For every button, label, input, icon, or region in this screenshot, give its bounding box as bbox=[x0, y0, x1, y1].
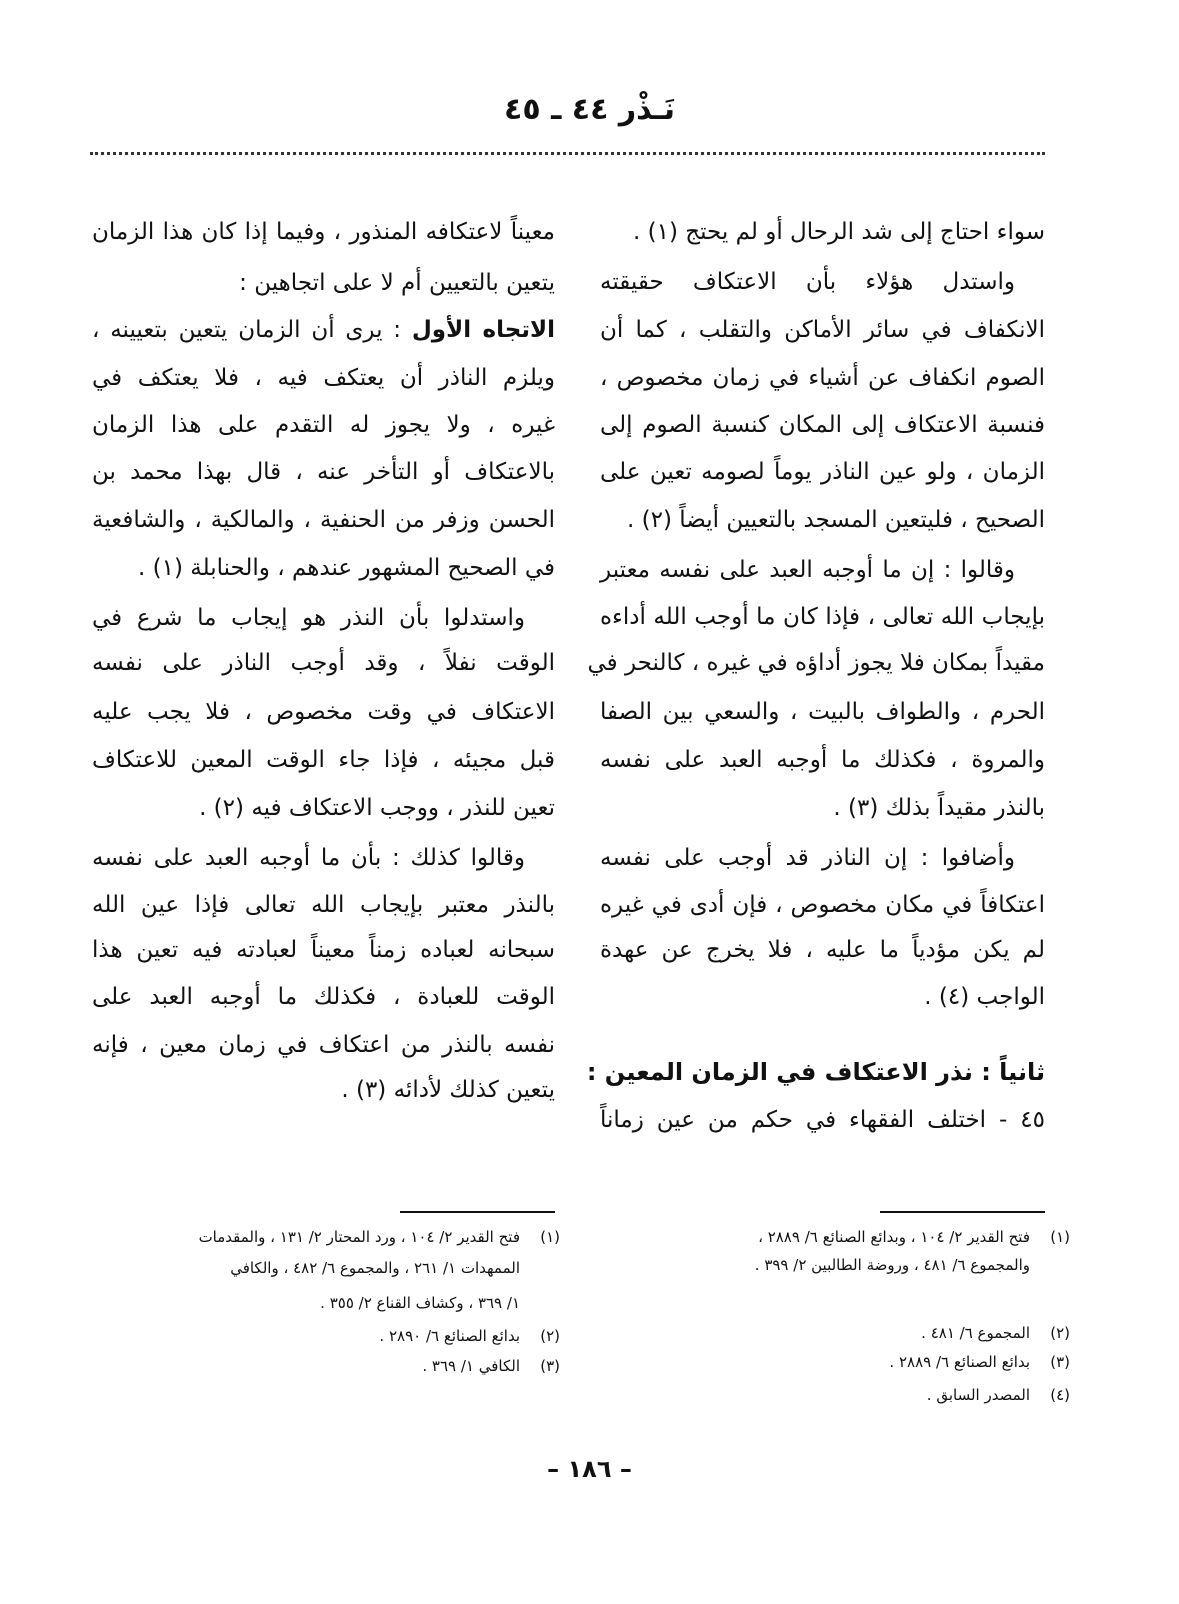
line-text: وأضافوا : إن الناذر قد أوجب على نفسه bbox=[600, 845, 1015, 871]
text-line bbox=[600, 454, 1045, 490]
text-line bbox=[92, 407, 555, 443]
line-text: والمروة ، فكذلك ما أوجبه العبد على نفسه bbox=[600, 747, 1045, 773]
line-text: لم يكن مؤدياً ما عليه ، فلا يخرج عن عهدة bbox=[600, 937, 1045, 963]
header-dotted-divider bbox=[90, 152, 1045, 155]
text-line bbox=[92, 1027, 555, 1063]
text-line bbox=[600, 887, 1045, 923]
line-text: : يرى أن الزمان يتعين بتعيينه ، bbox=[92, 317, 412, 343]
footnote-number: (٢) bbox=[540, 1327, 560, 1345]
line-text: نفسه بالنذر من اعتكاف في زمان معين ، فإنه bbox=[92, 1032, 555, 1058]
running-header: نَـذْر ٤٤ ـ ٤٥ bbox=[504, 92, 675, 127]
footnote-text: الكافي ١/ ٣٦٩ . bbox=[422, 1357, 520, 1375]
footnote-separator-right bbox=[880, 1211, 1045, 1213]
line-text: سبحانه لعباده زمناً معيناً لعبادته فيه تعين هذا bbox=[92, 937, 555, 963]
text-line bbox=[600, 694, 1045, 730]
footnote-line bbox=[90, 1226, 560, 1248]
text-line bbox=[92, 312, 555, 348]
text-line bbox=[92, 600, 555, 636]
footnote-text: الممهدات ١/ ٢٦١ ، والمجموع ٦/ ٤٨٢ ، والكافي bbox=[230, 1259, 520, 1277]
footnote-number: (٤) bbox=[1050, 1386, 1070, 1404]
line-text: ٤٥ - اختلف الفقهاء في حكم من عين زماناً bbox=[600, 1107, 1045, 1133]
text-line bbox=[600, 264, 1045, 300]
text-line bbox=[600, 407, 1045, 443]
text-line bbox=[600, 312, 1045, 348]
footnote-text: ١/ ٣٦٩ ، وكشاف القناع ٢/ ٣٥٥ . bbox=[320, 1294, 520, 1312]
text-line bbox=[600, 742, 1045, 778]
line-text: فنسبة الاعتكاف إلى المكان كنسبة الصوم إلى bbox=[600, 412, 1045, 438]
text-line bbox=[600, 790, 1045, 826]
line-text: الواجب (٤) . bbox=[924, 984, 1045, 1010]
text-line bbox=[600, 360, 1045, 396]
footnote-text: المصدر السابق . bbox=[926, 1386, 1030, 1404]
line-text: مقيداً بمكان فلا يجوز أداؤه في غيره ، كالنحر في bbox=[587, 650, 1045, 676]
footnote-number: (٣) bbox=[540, 1357, 560, 1375]
line-text: واستدل هؤلاء بأن الاعتكاف حقيقته bbox=[600, 269, 1015, 295]
line-text: الزمان ، ولو عين الناذر يوماً لصومه تعين على bbox=[600, 459, 1045, 485]
text-line bbox=[92, 932, 555, 968]
line-text: يتعين كذلك لأدائه (٣) . bbox=[341, 1077, 555, 1103]
section-heading bbox=[586, 1054, 1045, 1090]
footnote-number: (٢) bbox=[1050, 1324, 1070, 1342]
text-line bbox=[92, 840, 555, 876]
line-text: الاعتكاف في وقت مخصوص ، فلا يجب عليه bbox=[92, 699, 555, 725]
text-line bbox=[92, 454, 555, 490]
line-text: الحسن وزفر من الحنفية ، والمالكية ، والشافعية bbox=[92, 507, 555, 533]
text-line bbox=[600, 932, 1045, 968]
text-line bbox=[92, 790, 555, 826]
line-text: غيره ، ولا يجوز له التقدم على هذا الزمان bbox=[92, 412, 555, 438]
text-line bbox=[600, 979, 1045, 1015]
line-text: تعين للنذر ، ووجب الاعتكاف فيه (٢) . bbox=[199, 795, 555, 821]
text-line bbox=[600, 552, 1045, 588]
line-text: الوقت للعبادة ، فكذلك ما أوجبه العبد على bbox=[92, 984, 555, 1010]
text-line bbox=[92, 265, 555, 301]
text-line bbox=[600, 214, 1045, 250]
text-line bbox=[92, 694, 555, 730]
text-line bbox=[92, 1072, 555, 1108]
footnote-line bbox=[600, 1322, 1070, 1344]
line-text: الحرم ، والطواف بالبيت ، والسعي بين الصفا bbox=[600, 699, 1045, 725]
text-line bbox=[92, 979, 555, 1015]
footnote-line bbox=[90, 1355, 560, 1377]
footnote-line bbox=[560, 1254, 1070, 1276]
line-text: بإيجاب الله تعالى ، فإذا كان ما أوجب الله أداءه bbox=[600, 604, 1045, 630]
line-text: بالاعتكاف أو التأخر عنه ، قال بهذا محمد بن bbox=[92, 459, 555, 485]
text-line bbox=[92, 742, 555, 778]
line-text: الصوم انكفاف عن أشياء في زمان مخصوص ، bbox=[600, 365, 1045, 391]
text-line bbox=[600, 599, 1045, 635]
text-line bbox=[92, 550, 555, 586]
line-text: الانكفاف في سائر الأماكن والتقلب ، كما أن bbox=[600, 317, 1045, 343]
footnote-line bbox=[600, 1351, 1070, 1373]
text-line bbox=[92, 887, 555, 923]
text-line bbox=[600, 502, 1045, 538]
footnote-line bbox=[50, 1292, 560, 1314]
text-line bbox=[587, 645, 1045, 681]
footnote-line bbox=[600, 1384, 1070, 1406]
line-text: ثانياً : نذر الاعتكاف في الزمان المعين : bbox=[586, 1058, 1045, 1086]
line-text: ويلزم الناذر أن يعتكف فيه ، فلا يعتكف في bbox=[92, 365, 555, 391]
footnote-number: (٣) bbox=[1050, 1353, 1070, 1371]
line-text: وقالوا كذلك : بأن ما أوجبه العبد على نفسه bbox=[92, 845, 525, 871]
line-text: بالنذر مقيداً بذلك (٣) . bbox=[833, 795, 1045, 821]
footnote-number: (١) bbox=[540, 1228, 560, 1246]
line-text: في الصحيح المشهور عندهم ، والحنابلة (١) . bbox=[138, 555, 555, 581]
text-line bbox=[92, 360, 555, 396]
footnote-text: المجموع ٦/ ٤٨١ . bbox=[921, 1324, 1030, 1342]
footnote-text: فتح القدير ٢/ ١٠٤ ، ورد المحتار ٢/ ١٣١ ، والمقدمات bbox=[198, 1228, 520, 1246]
line-text: الوقت نفلاً ، وقد أوجب الناذر على نفسه bbox=[92, 650, 555, 676]
line-text: الصحيح ، فليتعين المسجد بالتعيين أيضاً (٢) . bbox=[627, 507, 1045, 533]
footnote-text: والمجموع ٦/ ٤٨١ ، وروضة الطالبين ٢/ ٣٩٩ . bbox=[754, 1256, 1030, 1274]
line-text: معيناً لاعتكافه المنذور ، وفيما إذا كان هذا الزمان bbox=[92, 219, 555, 245]
footnote-line bbox=[90, 1325, 560, 1347]
bold-term: الاتجاه الأول bbox=[411, 317, 555, 343]
line-text: وقالوا : إن ما أوجبه العبد على نفسه معتبر bbox=[600, 557, 1015, 583]
line-text: يتعين بالتعيين أم لا على اتجاهين : bbox=[239, 270, 555, 296]
page-number: – ١٨٦ – bbox=[547, 1455, 632, 1483]
line-text: واستدلوا بأن النذر هو إيجاب ما شرع في bbox=[92, 605, 525, 631]
footnote-line bbox=[600, 1226, 1070, 1248]
line-text: بالنذر معتبر بإيجاب الله تعالى فإذا عين الله bbox=[92, 892, 555, 918]
footnote-separator-left bbox=[400, 1211, 555, 1213]
footnote-number: (١) bbox=[1050, 1228, 1070, 1246]
footnote-line bbox=[50, 1257, 560, 1279]
text-line bbox=[600, 840, 1045, 876]
footnote-text: بدائع الصنائع ٦/ ٢٨٩٠ . bbox=[379, 1327, 520, 1345]
text-line bbox=[92, 502, 555, 538]
line-text: قبل مجيئه ، فإذا جاء الوقت المعين للاعتكاف bbox=[92, 747, 555, 773]
line-text: اعتكافاً في مكان مخصوص ، فإن أدى في غيره bbox=[600, 892, 1045, 918]
footnote-text: بدائع الصنائع ٦/ ٢٨٨٩ . bbox=[889, 1353, 1030, 1371]
line-text: سواء احتاج إلى شد الرحال أو لم يحتج (١) . bbox=[633, 219, 1045, 245]
text-line bbox=[92, 645, 555, 681]
text-line bbox=[600, 1102, 1045, 1138]
footnote-text: فتح القدير ٢/ ١٠٤ ، وبدائع الصنائع ٦/ ٢٨٨٩ ، bbox=[758, 1228, 1030, 1246]
text-line bbox=[92, 214, 555, 250]
